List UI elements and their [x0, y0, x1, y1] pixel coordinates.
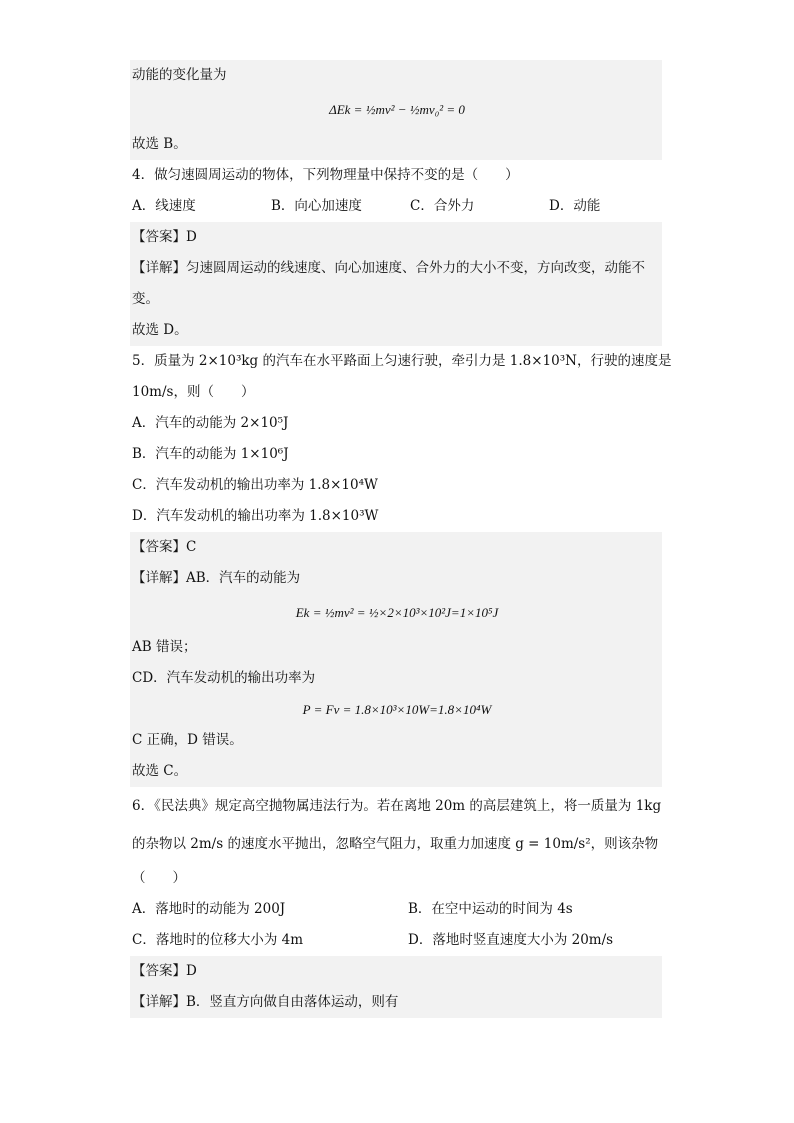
explanation-line: 【详解】AB．汽车的动能为	[130, 563, 662, 594]
text-line: 动能的变化量为	[130, 60, 662, 91]
equation-power: P = Fv = 1.8×10³×10W=1.8×10⁴W	[130, 694, 662, 725]
explanation-line: 变。	[130, 284, 662, 315]
answer-6: 【答案】D	[130, 956, 662, 987]
option-d: D．动能	[549, 198, 601, 214]
text-line: 故选 B。	[130, 129, 662, 160]
explanation-line: AB 错误；	[130, 632, 662, 663]
option-c: C．汽车发动机的输出功率为 1.8×10⁴W	[132, 477, 378, 493]
option-b: B．向心加速度	[271, 198, 362, 214]
question-6: 6．《民法典》规定高空抛物属违法行为。若在离地 20m 的高层建筑上，将一质量为 1kg	[132, 798, 662, 814]
explanation-line: 【详解】匀速圆周运动的线速度、向心加速度、合外力的大小不变，方向改变，动能不	[130, 253, 662, 284]
option-c: C．落地时的位移大小为 4m	[132, 932, 304, 948]
explanation-line: 故选 C。	[130, 756, 662, 787]
question-4-options	[130, 191, 662, 222]
answer-4: 【答案】D	[130, 222, 662, 253]
question-6-cont: 的杂物以 2m/s 的速度水平抛出，忽略空气阻力，取重力加速度 g = 10m/s²，则该杂物	[132, 836, 659, 852]
explanation-line: 故选 D。	[130, 315, 662, 346]
option-a: A．汽车的动能为 2×10⁵J	[132, 415, 289, 431]
option-b: B．汽车的动能为 1×10⁶J	[132, 446, 289, 462]
equation-kinetic-energy-change: ΔEk = ½mv² − ½mv₀² = 0	[130, 91, 662, 129]
question-6-options-row1	[130, 894, 662, 925]
explanation-line: C 正确，D 错误。	[130, 725, 662, 756]
question-6-options-row2	[130, 925, 662, 956]
option-b: B．在空中运动的时间为 4s	[408, 901, 573, 917]
question-6-paren: （ ）	[132, 870, 186, 886]
content-column	[130, 60, 672, 1018]
explanation-line: CD．汽车发动机的输出功率为	[130, 663, 662, 694]
answer-5: 【答案】C	[130, 532, 662, 563]
explanation-line: 【详解】B．竖直方向做自由落体运动，则有	[130, 987, 662, 1018]
option-a: A．线速度	[132, 198, 196, 214]
option-a: A．落地时的动能为 200J	[132, 901, 286, 917]
question-4: 4．做匀速圆周运动的物体，下列物理量中保持不变的是（ ）	[132, 167, 519, 183]
option-d: D．落地时竖直速度大小为 20m/s	[408, 932, 614, 948]
question-5-cont: 10m/s，则（ ）	[132, 384, 255, 400]
option-d: D．汽车发动机的输出功率为 1.8×10³W	[132, 508, 379, 524]
option-c: C．合外力	[410, 198, 475, 214]
equation-kinetic-energy: Ek = ½mv² = ½×2×10³×10²J=1×10⁵J	[130, 594, 662, 632]
question-5: 5．质量为 2×10³kg 的汽车在水平路面上匀速行驶，牵引力是 1.8×10³N，行驶的速度是	[132, 353, 672, 369]
